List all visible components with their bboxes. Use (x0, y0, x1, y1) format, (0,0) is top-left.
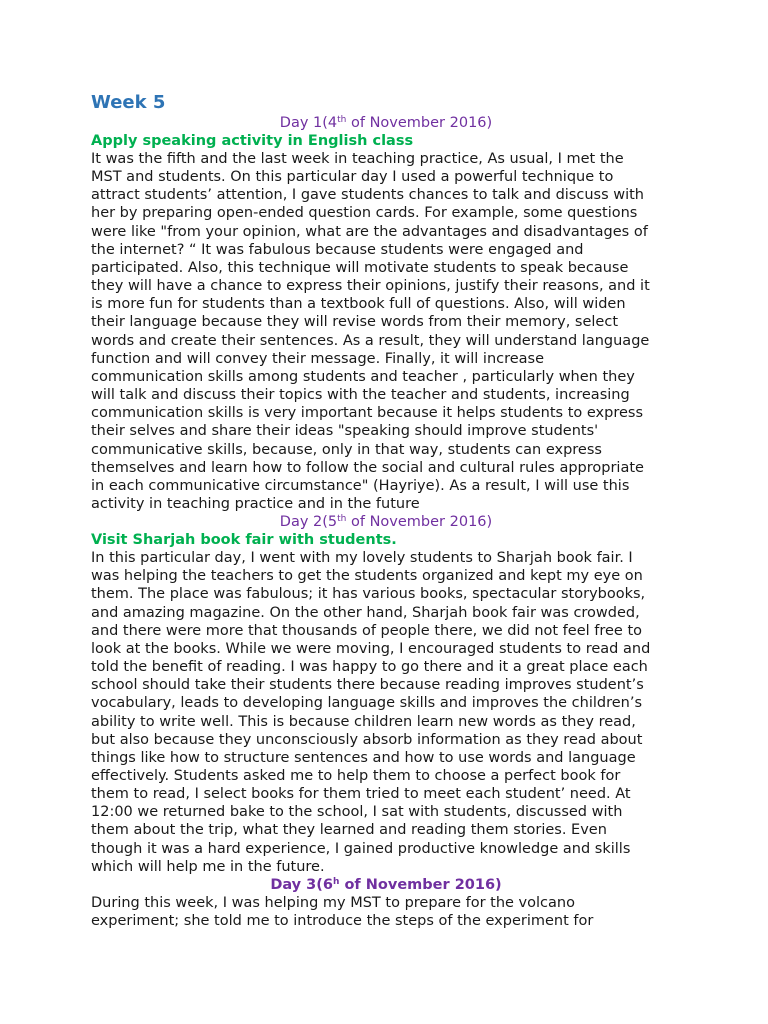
paragraph-line: communicative skills, because, only in that way, students can express (91, 441, 602, 458)
paragraph-line: participated. Also, this technique will motivate students to speak because (91, 259, 629, 276)
day-2-paragraph (91, 549, 681, 876)
paragraph-line: It was the fifth and the last week in teaching practice, As usual, I met the (91, 151, 624, 167)
day-2-heading (91, 513, 681, 531)
paragraph-line: 12:00 we returned bake to the school, I sat with students, discussed with (91, 804, 623, 821)
day-heading-suffix: of November 2016) (346, 514, 493, 531)
paragraph-line: activity in teaching practice and in the future (91, 495, 420, 512)
paragraph-line: During this week, I was helping my MST to prepare for the volcano (91, 894, 575, 911)
paragraph-line: is more fun for students than a textbook full of questions. Also, will widen (91, 296, 626, 313)
week-title: Week 5 (91, 92, 166, 113)
paragraph-line: experiment; she told me to introduce the steps of the experiment for (91, 913, 594, 930)
paragraph-line: In this particular day, I went with my lovely students to Sharjah book fair. I (91, 550, 633, 567)
paragraph-line: and there were more that thousands of people there, we did not feel free to (91, 622, 643, 639)
day-1-heading (91, 114, 681, 132)
paragraph-line: their selves and share their ideas "speaking should improve students' (91, 423, 599, 440)
paragraph-line: them to read, I select books for them tried to meet each student’ need. At (91, 786, 631, 803)
paragraph-line: them. The place was fabulous; it has various books, spectacular storybooks, (91, 586, 646, 603)
paragraph-line: in each communicative circumstance" (Hayriye). As a result, I will use this (91, 477, 630, 494)
day-1-activity-title: Apply speaking activity in English class (91, 133, 414, 149)
paragraph-line: things like how to structure sentences and how to use words and language (91, 749, 636, 766)
day-2-activity-title: Visit Sharjah book fair with students. (91, 532, 397, 549)
paragraph-line: words and create their sentences. As a result, they will understand language (91, 332, 650, 349)
day-heading-prefix: Day 1(4 (279, 115, 338, 131)
day-heading-suffix: of November 2016) (339, 876, 502, 893)
paragraph-line: look at the books. While we were moving, I encouraged students to read and (91, 640, 651, 657)
paragraph-line: communication skills is very important because it helps students to express (91, 405, 644, 422)
day-heading-prefix: Day 2(5 (279, 514, 338, 531)
paragraph-line: ability to write well. This is because children learn new words as they read, (91, 713, 636, 730)
paragraph-line: which will help me in the future. (91, 858, 325, 875)
paragraph-line: her by preparing open-ended question cards. For example, some questions (91, 205, 638, 222)
day-heading-prefix: Day 3(6 (270, 876, 333, 893)
day-heading-suffix: of November 2016) (346, 115, 493, 131)
day-heading-ordinal: th (337, 514, 347, 525)
paragraph-line: though it was a hard experience, I gained productive knowledge and skills (91, 840, 631, 857)
day-3-heading (91, 876, 681, 894)
day-heading-ordinal: h (333, 876, 340, 887)
paragraph-line: they will have a chance to express their opinions, justify their reasons, and it (91, 278, 650, 295)
paragraph-line: MST and students. On this particular day I used a powerful technique to (91, 169, 614, 186)
paragraph-line: was helping the teachers to get the students organized and kept my eye on (91, 568, 643, 585)
paragraph-line: vocabulary, leads to developing language skills and improves the children’s (91, 695, 642, 712)
day-heading-ordinal: th (337, 115, 347, 125)
day-3-paragraph (91, 894, 681, 930)
paragraph-line: function and will convey their message. Finally, it will increase (91, 350, 545, 367)
paragraph-line: told the benefit of reading. I was happy to go there and it a great place each (91, 659, 648, 676)
document-page (91, 92, 681, 930)
paragraph-line: the internet? “ It was fabulous because students were engaged and (91, 241, 584, 258)
paragraph-line: communication skills among students and teacher , particularly when they (91, 368, 635, 385)
paragraph-line: their language because they will revise words from their memory, select (91, 314, 619, 331)
paragraph-line: were like "from your opinion, what are the advantages and disadvantages of (91, 223, 648, 240)
paragraph-line: but also because they unconsciously absorb information as they read about (91, 731, 643, 748)
day-1-paragraph (91, 150, 681, 513)
paragraph-line: them about the trip, what they learned and reading them stories. Even (91, 822, 607, 839)
paragraph-line: themselves and learn how to follow the social and cultural rules appropriate (91, 459, 644, 476)
paragraph-line: school should take their students there because reading improves student’s (91, 677, 644, 694)
paragraph-line: and amazing magazine. On the other hand, Sharjah book fair was crowded, (91, 604, 640, 621)
paragraph-line: attract students’ attention, I gave students chances to talk and discuss with (91, 187, 644, 204)
paragraph-line: effectively. Students asked me to help them to choose a perfect book for (91, 768, 621, 784)
paragraph-line: will talk and discuss their topics with the teacher and students, increasing (91, 387, 630, 404)
